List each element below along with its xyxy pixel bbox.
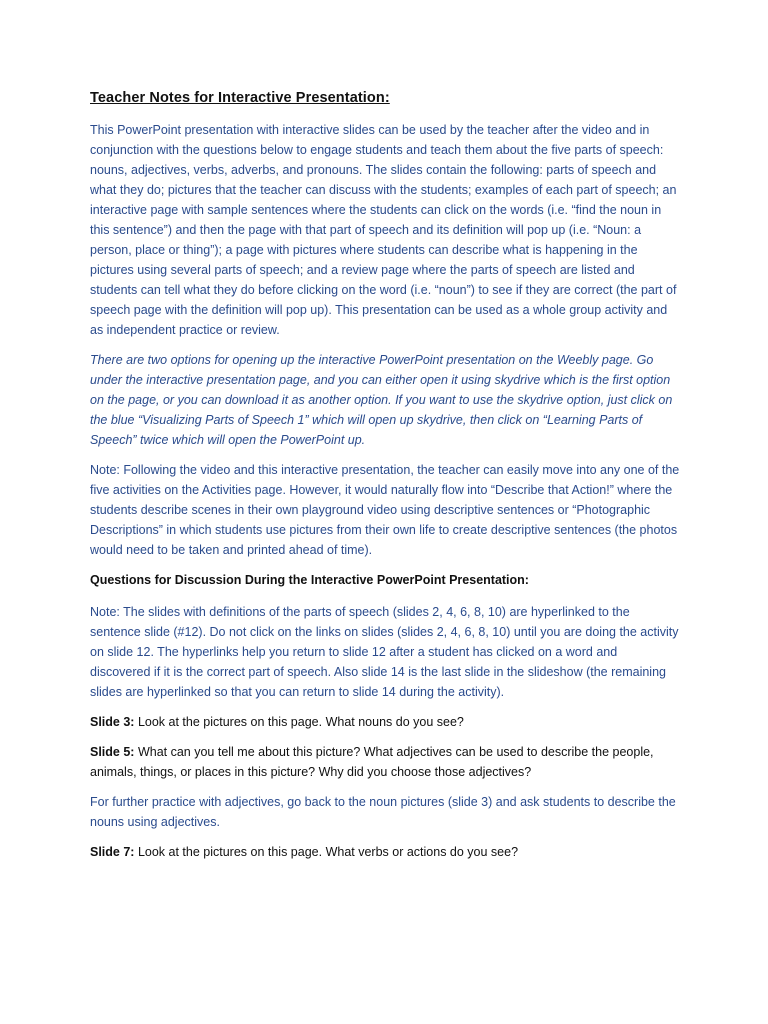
slide-5-question (90, 742, 680, 782)
slide-7-question (90, 842, 680, 862)
slide-5-text: What can you tell me about this picture? What adjectives can be used to describe the people, animals, things, or places in this picture? Why did you choose those adjectives? (90, 745, 654, 779)
slide-5-label: Slide 5: (90, 745, 135, 759)
slide-3-question (90, 712, 680, 732)
slide-7-text: Look at the pictures on this page. What verbs or actions do you see? (134, 845, 519, 859)
document-title: Teacher Notes for Interactive Presentation: (90, 90, 390, 106)
note-activities-paragraph: Note: Following the video and this interactive presentation, the teacher can easily move into any one of the five activities on the Activities page. However, it would naturally flow into “Describe that Action!” where the students describe scenes in their own playground video using descriptive sentences or “Photographic Descriptions” in which students use pictures from their own life to create descriptive sentences (the photos would need to be taken and printed ahead of time). (90, 463, 680, 557)
slide-3-text: Look at the pictures on this page. What nouns do you see? (134, 715, 464, 729)
slide-3-label: Slide 3: (90, 715, 135, 729)
practice-paragraph: For further practice with adjectives, go back to the noun pictures (slide 3) and ask students to describe the nouns using adjectives. (90, 795, 676, 829)
intro-paragraph: This PowerPoint presentation with interactive slides can be used by the teacher after the video and in conjunction with the questions below to engage students and teach them about the five parts of speech: nouns, adjectives, verbs, adverbs, and pronouns. The slides contain the following: parts of speech and what they do; pictures that the teacher can discuss with the students; examples of each part of speech; an interactive page with sample sentences where the students can click on the words (i.e. “find the noun in this sentence”) and then the page with that part of speech and its definition will pop up (i.e. “Noun: a person, place or thing”); a page with pictures where students can describe what is happening in the pictures using several parts of speech; and a review page where the parts of speech are listed and students can tell what they do before clicking on the word (i.e. “noun”) to see if they are correct (the part of speech page with the definition will pop up). This presentation can be used as a whole group activity and as independent practice or review. (90, 123, 677, 337)
options-paragraph: There are two options for opening up the interactive PowerPoint presentation on the Weebly page. Go under the interactive presentation page, and you can either open it using skydrive which is the first option on the page, or you can download it as another option. If you want to use the skydrive option, just click on the blue “Visualizing Parts of Speech 1” which will open up skydrive, then click on “Learning Parts of Speech” twice which will open the PowerPoint up. (90, 353, 673, 447)
slide-7-label: Slide 7: (90, 845, 135, 859)
note-hyperlinks-paragraph: Note: The slides with definitions of the parts of speech (slides 2, 4, 6, 8, 10) are hyperlinked to the sentence slide (#12). Do not click on the links on slides (slides 2, 4, 6, 8, 10) until you are doing the activity on slide 12. The hyperlinks help you return to slide 12 after a student has clicked on a word and discovered if it is the correct part of speech. Also slide 14 is the last slide in the slideshow (the remaining slides are hyperlinked so that you can return to slide 14 during the activity). (90, 605, 679, 699)
document-page (90, 90, 680, 872)
questions-heading: Questions for Discussion During the Interactive PowerPoint Presentation: (90, 573, 529, 587)
